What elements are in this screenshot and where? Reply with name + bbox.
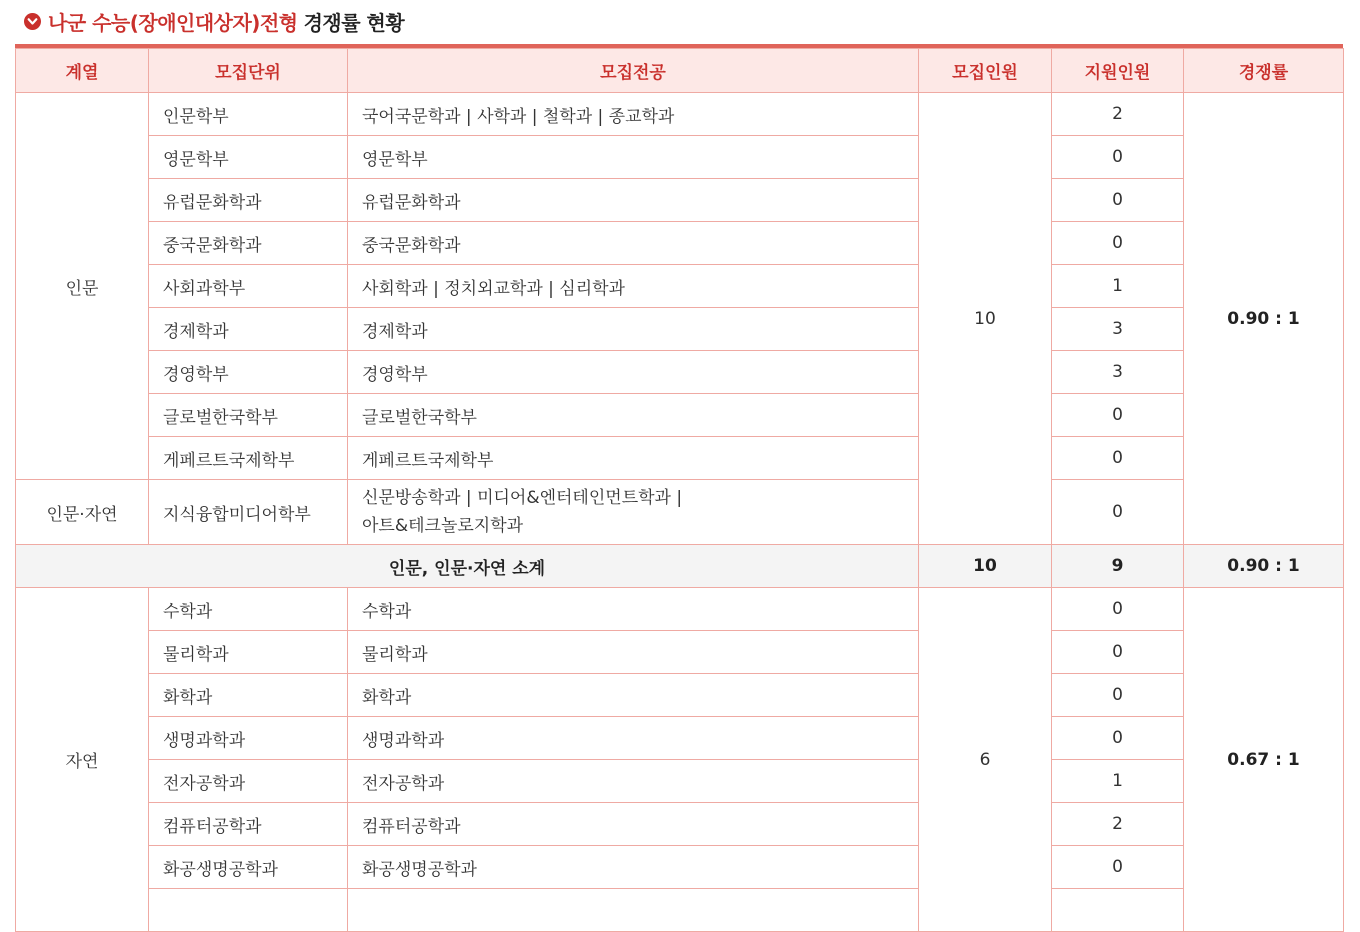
unit-cell: 컴퓨터공학과 (149, 803, 348, 846)
major-cell: 국어국문학과 | 사학과 | 철학과 | 종교학과 (348, 93, 919, 136)
unit-cell: 지식융합미디어학부 (149, 480, 348, 545)
major-line: 신문방송학과 | 미디어&엔터테인먼트학과 | (362, 488, 683, 508)
major-cell: 게페르트국제학부 (348, 437, 919, 480)
table-row (16, 93, 1344, 136)
field-cell: 인문 (16, 93, 149, 480)
major-cell: 화학과 (348, 674, 919, 717)
major-cell: 화공생명공학과 (348, 846, 919, 889)
applicants-cell: 3 (1052, 351, 1184, 394)
applicants-cell: 0 (1052, 846, 1184, 889)
major-cell: 수학과 (348, 588, 919, 631)
unit-cell: 중국문화학과 (149, 222, 348, 265)
unit-cell: 유럽문화학과 (149, 179, 348, 222)
quota-cell: 6 (919, 588, 1052, 932)
unit-cell: 글로벌한국학부 (149, 394, 348, 437)
applicants-cell: 0 (1052, 136, 1184, 179)
applicants-cell: 0 (1052, 437, 1184, 480)
table-row (16, 222, 1344, 265)
subtotal-ratio: 0.90 : 1 (1184, 545, 1344, 588)
major-cell: 전자공학과 (348, 760, 919, 803)
table-row (16, 803, 1344, 846)
applicants-cell: 1 (1052, 760, 1184, 803)
applicants-cell: 1 (1052, 265, 1184, 308)
major-cell: 글로벌한국학부 (348, 394, 919, 437)
applicants-cell: 0 (1052, 588, 1184, 631)
major-cell: 생명과학과 (348, 717, 919, 760)
table-row (16, 846, 1344, 889)
subtotal-label: 인문, 인문·자연 소계 (16, 545, 919, 588)
major-cell: 컴퓨터공학과 (348, 803, 919, 846)
applicants-cell: 0 (1052, 222, 1184, 265)
applicants-cell: 0 (1052, 631, 1184, 674)
table-row (16, 588, 1344, 631)
table-row (16, 394, 1344, 437)
applicants-cell: 3 (1052, 308, 1184, 351)
subtotal-quota: 10 (919, 545, 1052, 588)
table-row (16, 717, 1344, 760)
major-cell: 중국문화학과 (348, 222, 919, 265)
competition-table (15, 48, 1344, 932)
applicants-cell (1052, 889, 1184, 932)
table-row (16, 179, 1344, 222)
major-cell (348, 480, 919, 545)
unit-cell: 생명과학과 (149, 717, 348, 760)
table-row (16, 308, 1344, 351)
unit-cell: 경영학부 (149, 351, 348, 394)
applicants-cell: 0 (1052, 394, 1184, 437)
applicants-cell: 0 (1052, 179, 1184, 222)
unit-cell: 경제학과 (149, 308, 348, 351)
table-row (16, 437, 1344, 480)
title-red-part: 나군 수능(장애인대상자)전형 (48, 10, 298, 35)
major-line: 아트&테크놀로지학과 (362, 516, 524, 536)
table-row (16, 631, 1344, 674)
major-cell: 사회학과 | 정치외교학과 | 심리학과 (348, 265, 919, 308)
table-row (16, 351, 1344, 394)
subtotal-applicants: 9 (1052, 545, 1184, 588)
major-cell: 물리학과 (348, 631, 919, 674)
unit-cell: 화공생명공학과 (149, 846, 348, 889)
table-row (16, 889, 1344, 932)
page-title (24, 6, 404, 36)
competition-table-wrapper (15, 44, 1343, 932)
major-cell: 경제학과 (348, 308, 919, 351)
ratio-cell: 0.67 : 1 (1184, 588, 1344, 932)
applicants-cell: 2 (1052, 93, 1184, 136)
major-cell: 경영학부 (348, 351, 919, 394)
header-unit: 모집단위 (149, 49, 348, 93)
unit-cell (149, 889, 348, 932)
major-cell: 유럽문화학과 (348, 179, 919, 222)
unit-cell: 인문학부 (149, 93, 348, 136)
table-row (16, 265, 1344, 308)
unit-cell: 수학과 (149, 588, 348, 631)
header-applicants: 지원인원 (1052, 49, 1184, 93)
table-header-row (16, 49, 1344, 93)
unit-cell: 게페르트국제학부 (149, 437, 348, 480)
title-dark-part: 경쟁률 현황 (303, 10, 405, 35)
applicants-cell: 0 (1052, 480, 1184, 545)
major-cell: 영문학부 (348, 136, 919, 179)
ratio-cell: 0.90 : 1 (1184, 93, 1344, 545)
unit-cell: 화학과 (149, 674, 348, 717)
major-cell (348, 889, 919, 932)
table-row (16, 136, 1344, 179)
unit-cell: 사회과학부 (149, 265, 348, 308)
field-cell: 인문·자연 (16, 480, 149, 545)
header-ratio: 경쟁률 (1184, 49, 1344, 93)
header-quota: 모집인원 (919, 49, 1052, 93)
applicants-cell: 2 (1052, 803, 1184, 846)
unit-cell: 물리학과 (149, 631, 348, 674)
subtotal-row (16, 545, 1344, 588)
applicants-cell: 0 (1052, 674, 1184, 717)
table-row (16, 760, 1344, 803)
table-row (16, 480, 1344, 545)
header-field: 계열 (16, 49, 149, 93)
header-major: 모집전공 (348, 49, 919, 93)
quota-cell: 10 (919, 93, 1052, 545)
table-row (16, 674, 1344, 717)
chevron-down-circle-icon (24, 13, 41, 30)
field-cell: 자연 (16, 588, 149, 932)
applicants-cell: 0 (1052, 717, 1184, 760)
unit-cell: 영문학부 (149, 136, 348, 179)
unit-cell: 전자공학과 (149, 760, 348, 803)
